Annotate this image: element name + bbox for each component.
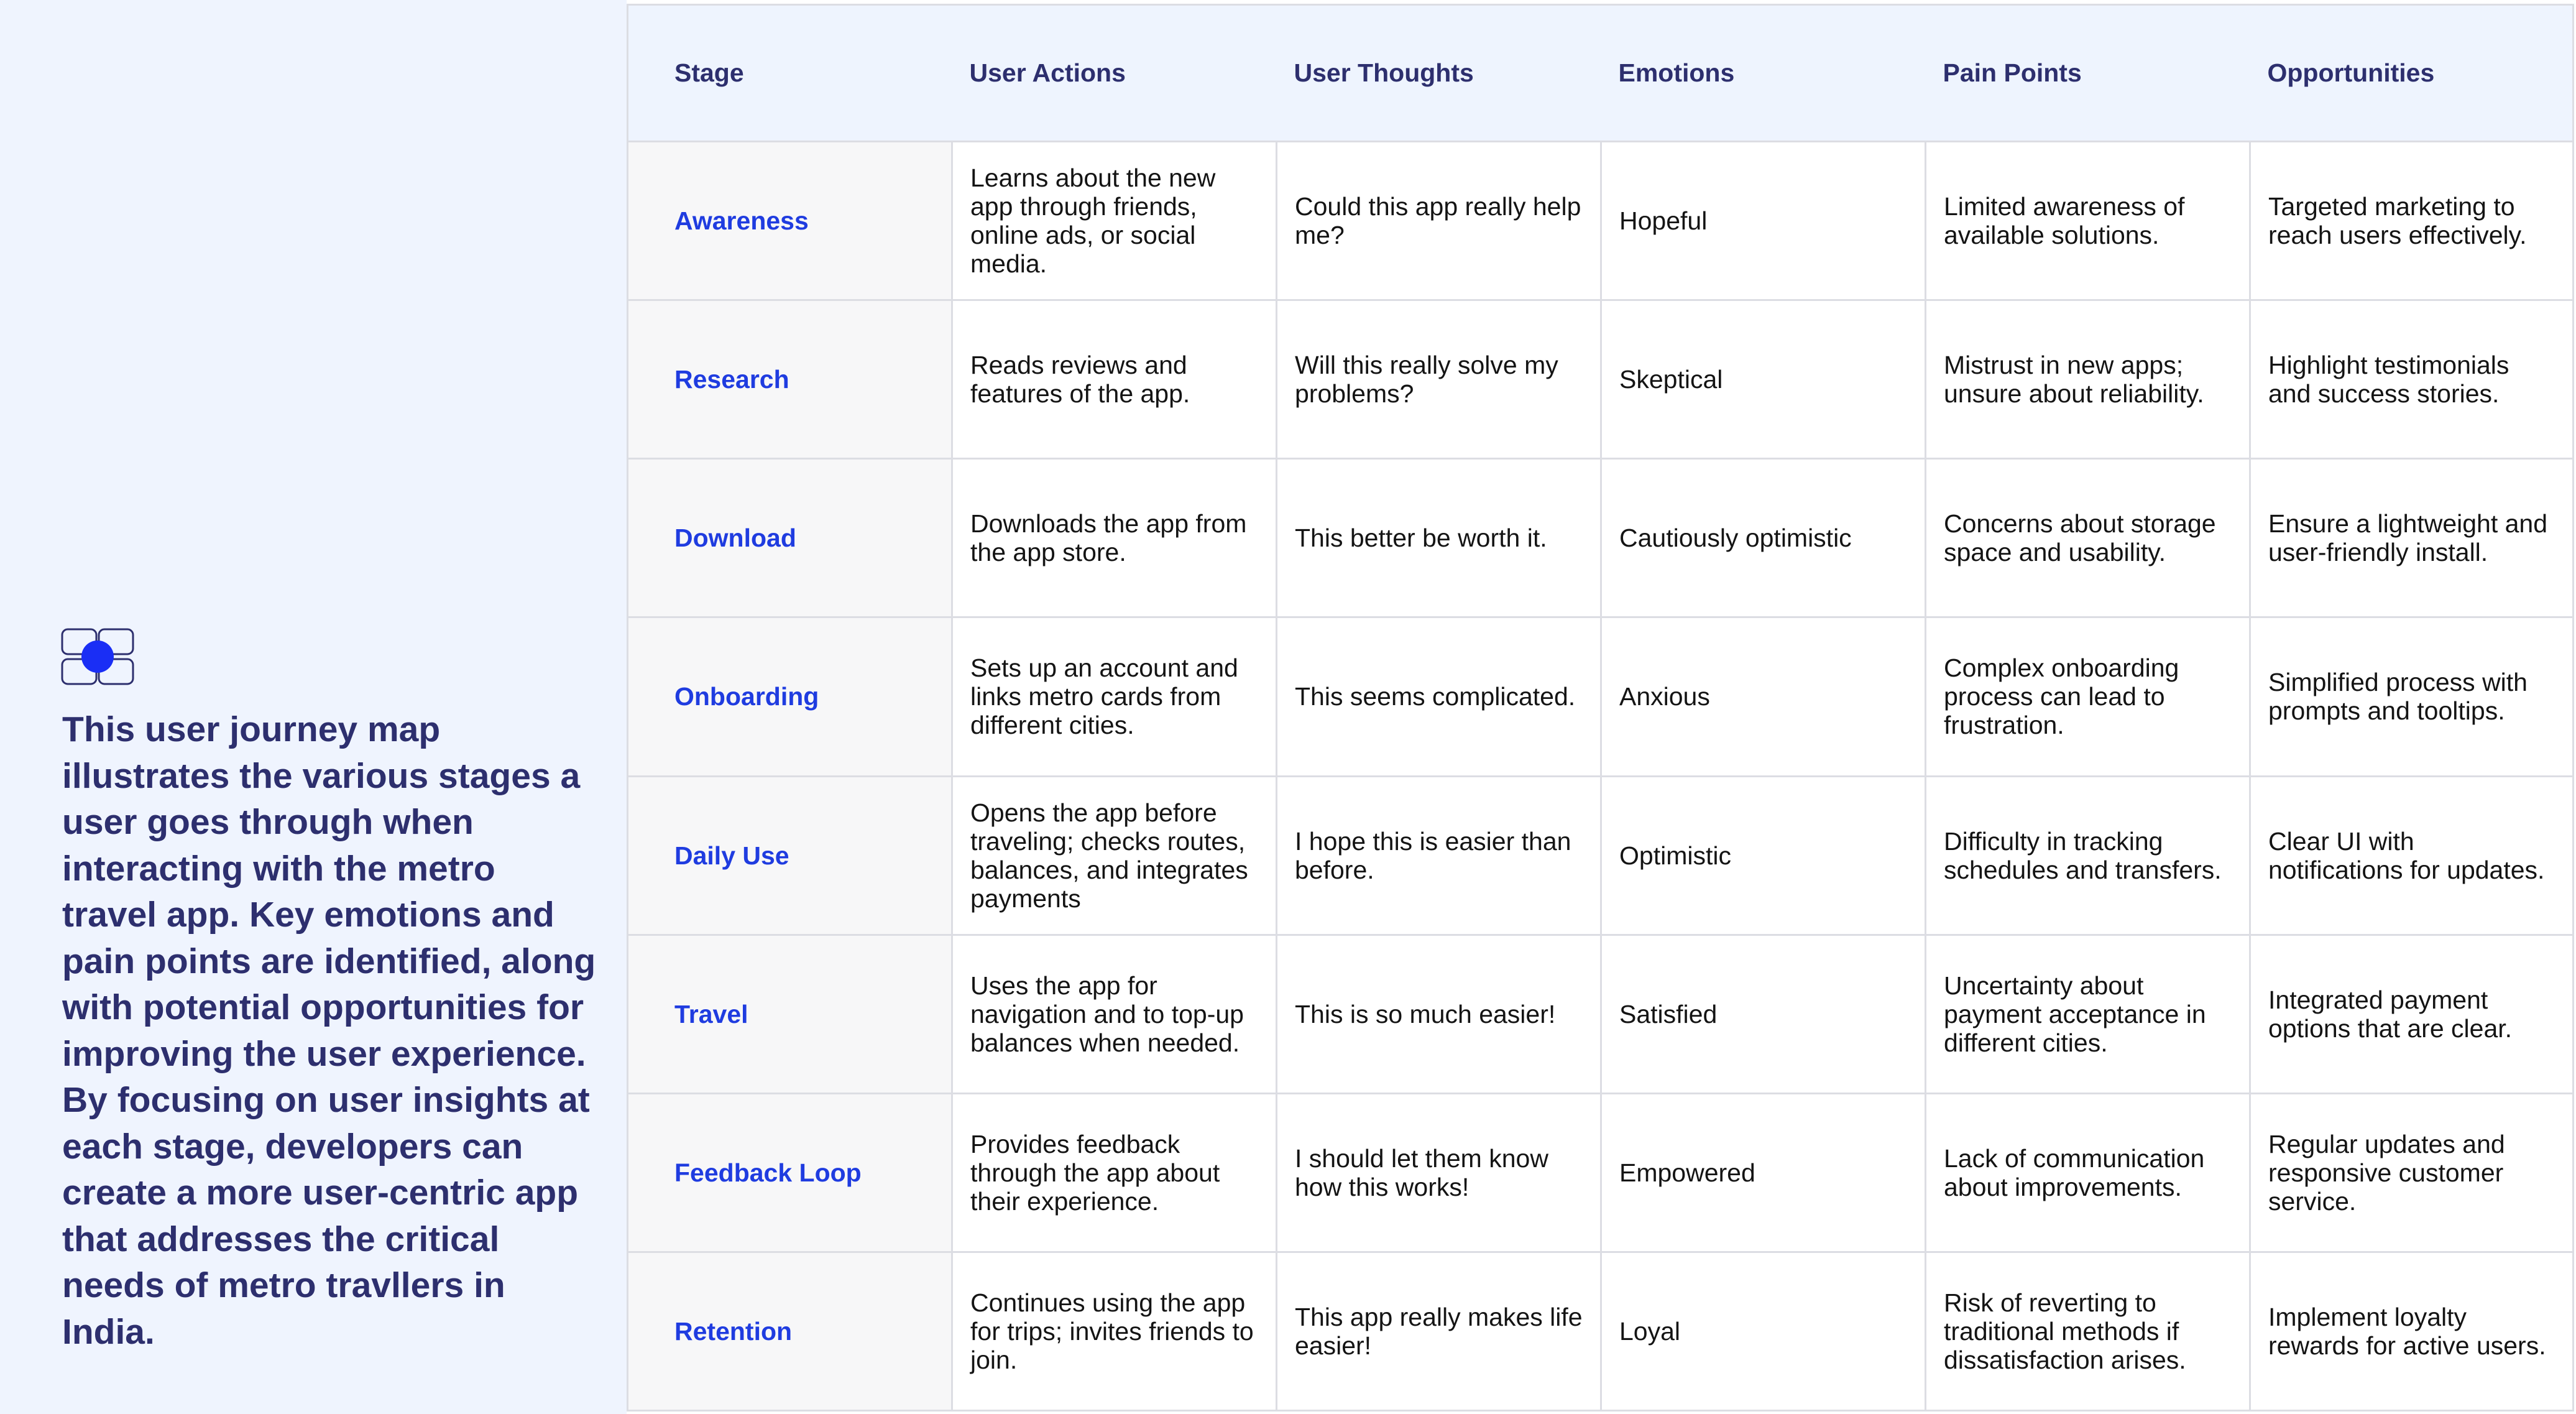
emotions-cell: Skeptical [1601, 300, 1926, 459]
table-row [628, 1093, 2574, 1252]
user-thoughts-cell: This seems complicated. [1277, 617, 1601, 776]
column-header-stage: Stage [628, 5, 952, 142]
user-thoughts-cell: This app really makes life easier! [1277, 1252, 1601, 1410]
user-journey-table [627, 4, 2574, 1412]
stage-cell: Research [628, 300, 952, 459]
pain-points-cell: Lack of communication about improvements. [1926, 1093, 2250, 1252]
user-actions-cell: Uses the app for navigation and to top-up balances when needed. [952, 935, 1277, 1093]
opportunities-cell: Implement loyalty rewards for active users. [2250, 1252, 2574, 1410]
emotions-cell: Satisfied [1601, 935, 1926, 1093]
table-row [628, 300, 2574, 459]
user-actions-cell: Downloads the app from the app store. [952, 459, 1277, 617]
user-thoughts-cell: This is so much easier! [1277, 935, 1601, 1093]
stage-cell: Feedback Loop [628, 1093, 952, 1252]
emotions-cell: Hopeful [1601, 142, 1926, 300]
journey-map-description: This user journey map illustrates the various stages a user goes through when interacting with the metro travel app. Key emotions and pain points are identified, along with potential opportunities for improving the user experience. By focusing on user insights at each stage, developers can create a more user-centric app that addresses the critical needs of metro travllers in India. [62, 709, 596, 1352]
opportunities-cell: Targeted marketing to reach users effectively. [2250, 142, 2574, 300]
stage-cell: Daily Use [628, 776, 952, 935]
user-actions-cell: Sets up an account and links metro cards from different cities. [952, 617, 1277, 776]
table-row [628, 776, 2574, 935]
emotions-cell: Anxious [1601, 617, 1926, 776]
user-actions-cell: Provides feedback through the app about their experience. [952, 1093, 1277, 1252]
table-row [628, 1252, 2574, 1410]
opportunities-cell: Highlight testimonials and success stories. [2250, 300, 2574, 459]
column-header-opportunities: Opportunities [2250, 5, 2574, 142]
user-thoughts-cell: I should let them know how this works! [1277, 1093, 1601, 1252]
table-row [628, 142, 2574, 300]
emotions-cell: Empowered [1601, 1093, 1926, 1252]
column-header-user-thoughts: User Thoughts [1277, 5, 1601, 142]
pain-points-cell: Concerns about storage space and usability. [1926, 459, 2250, 617]
opportunities-cell: Simplified process with prompts and tooltips. [2250, 617, 2574, 776]
user-actions-cell: Opens the app before traveling; checks routes, balances, and integrates payments [952, 776, 1277, 935]
emotions-cell: Loyal [1601, 1252, 1926, 1410]
stage-cell: Travel [628, 935, 952, 1093]
opportunities-cell: Ensure a lightweight and user-friendly install. [2250, 459, 2574, 617]
table-row [628, 935, 2574, 1093]
sidebar-panel [0, 0, 627, 1414]
stage-cell: Awareness [628, 142, 952, 300]
stage-cell: Download [628, 459, 952, 617]
pain-points-cell: Uncertainty about payment acceptance in different cities. [1926, 935, 2250, 1093]
user-actions-cell: Reads reviews and features of the app. [952, 300, 1277, 459]
stage-cell: Onboarding [628, 617, 952, 776]
table-row [628, 459, 2574, 617]
emotions-cell: Optimistic [1601, 776, 1926, 935]
user-thoughts-cell: This better be worth it. [1277, 459, 1601, 617]
user-thoughts-cell: Could this app really help me? [1277, 142, 1601, 300]
column-header-user-actions: User Actions [952, 5, 1277, 142]
emotions-cell: Cautiously optimistic [1601, 459, 1926, 617]
pain-points-cell: Complex onboarding process can lead to frustration. [1926, 617, 2250, 776]
table-row [628, 617, 2574, 776]
stage-cell: Retention [628, 1252, 952, 1410]
table-header-row [628, 5, 2574, 142]
user-actions-cell: Continues using the app for trips; invites friends to join. [952, 1252, 1277, 1410]
pain-points-cell: Difficulty in tracking schedules and transfers. [1926, 776, 2250, 935]
pain-points-cell: Mistrust in new apps; unsure about reliability. [1926, 300, 2250, 459]
column-header-pain-points: Pain Points [1926, 5, 2250, 142]
journey-table-container [627, 4, 2572, 1412]
opportunities-cell: Clear UI with notifications for updates. [2250, 776, 2574, 935]
opportunities-cell: Regular updates and responsive customer service. [2250, 1093, 2574, 1252]
pain-points-cell: Risk of reverting to traditional methods if dissatisfaction arises. [1926, 1252, 2250, 1410]
blue-dot-grid-icon [61, 628, 134, 685]
user-actions-cell: Learns about the new app through friends, online ads, or social media. [952, 142, 1277, 300]
column-header-emotions: Emotions [1601, 5, 1926, 142]
user-thoughts-cell: Will this really solve my problems? [1277, 300, 1601, 459]
opportunities-cell: Integrated payment options that are clear. [2250, 935, 2574, 1093]
user-thoughts-cell: I hope this is easier than before. [1277, 776, 1601, 935]
pain-points-cell: Limited awareness of available solutions. [1926, 142, 2250, 300]
